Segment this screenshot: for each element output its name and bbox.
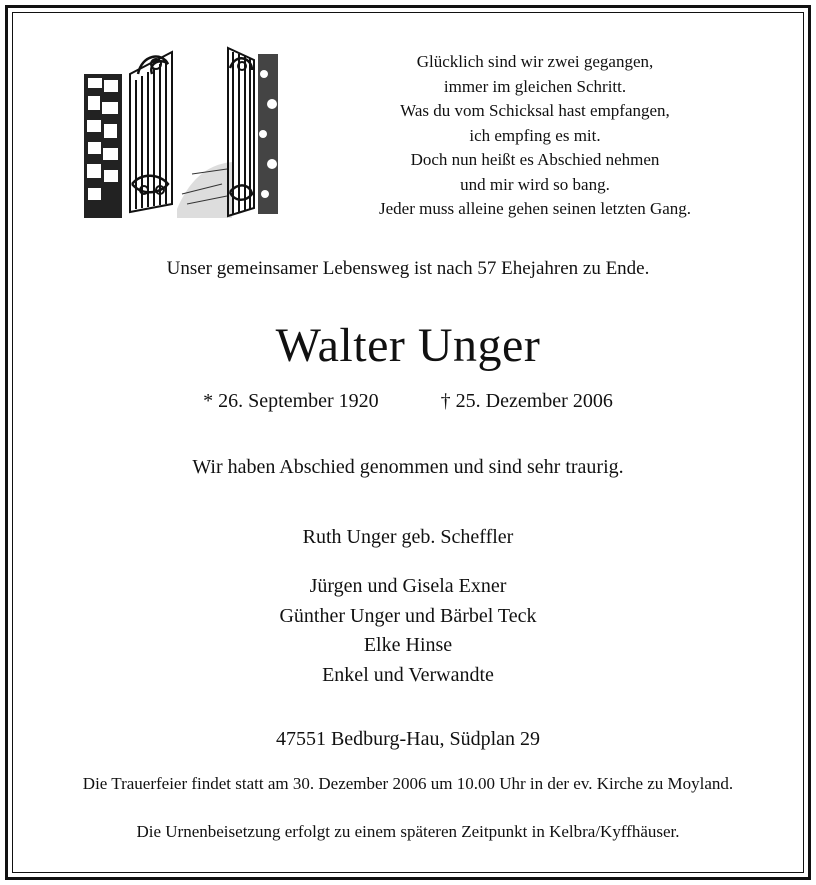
poem [310,50,760,222]
intro-text: Unser gemeinsamer Lebensweg ist nach 57 Ehejahren zu Ende. [166,258,650,279]
family-member: Elke Hinse [363,634,453,656]
poem-line: Jeder muss alleine gehen seinen letzten Gang. [378,199,692,218]
family-list [0,572,816,690]
poem-line: Was du vom Schicksal hast empfangen, [400,101,670,120]
poem-line: ich empfing es mit. [469,125,601,145]
open-gate-icon [82,44,282,218]
birth-date: * 26. September 1920 [203,390,379,412]
life-dates [0,390,816,413]
spouse-name: Ruth Unger geb. Scheffler [302,526,514,548]
farewell-text: Wir haben Abschied genommen und sind sehr traurig. [192,456,624,478]
family-member: Günther Unger und Bärbel Teck [279,604,537,627]
death-date: † 25. Dezember 2006 [440,390,613,412]
address: 47551 Bedburg-Hau, Südplan 29 [275,728,541,750]
burial-notice: Die Urnenbeisetzung erfolgt zu einem späteren Zeitpunkt in Kelbra/Kyffhäuser. [136,822,680,841]
poem-line: Doch nun heißt es Abschied nehmen [410,150,660,169]
family-member: Enkel und Verwandte [322,663,494,686]
deceased-name: Walter Unger [275,319,541,372]
poem-line: Glücklich sind wir zwei gegangen, [416,52,654,71]
ceremony-notice: Die Trauerfeier findet statt am 30. Dezember 2006 um 10.00 Uhr in der ev. Kirche zu Moyland. [82,774,734,793]
poem-line: immer im gleichen Schritt. [443,76,627,96]
poem-line: und mir wird so bang. [460,174,610,194]
family-member: Jürgen und Gisela Exner [309,575,507,597]
